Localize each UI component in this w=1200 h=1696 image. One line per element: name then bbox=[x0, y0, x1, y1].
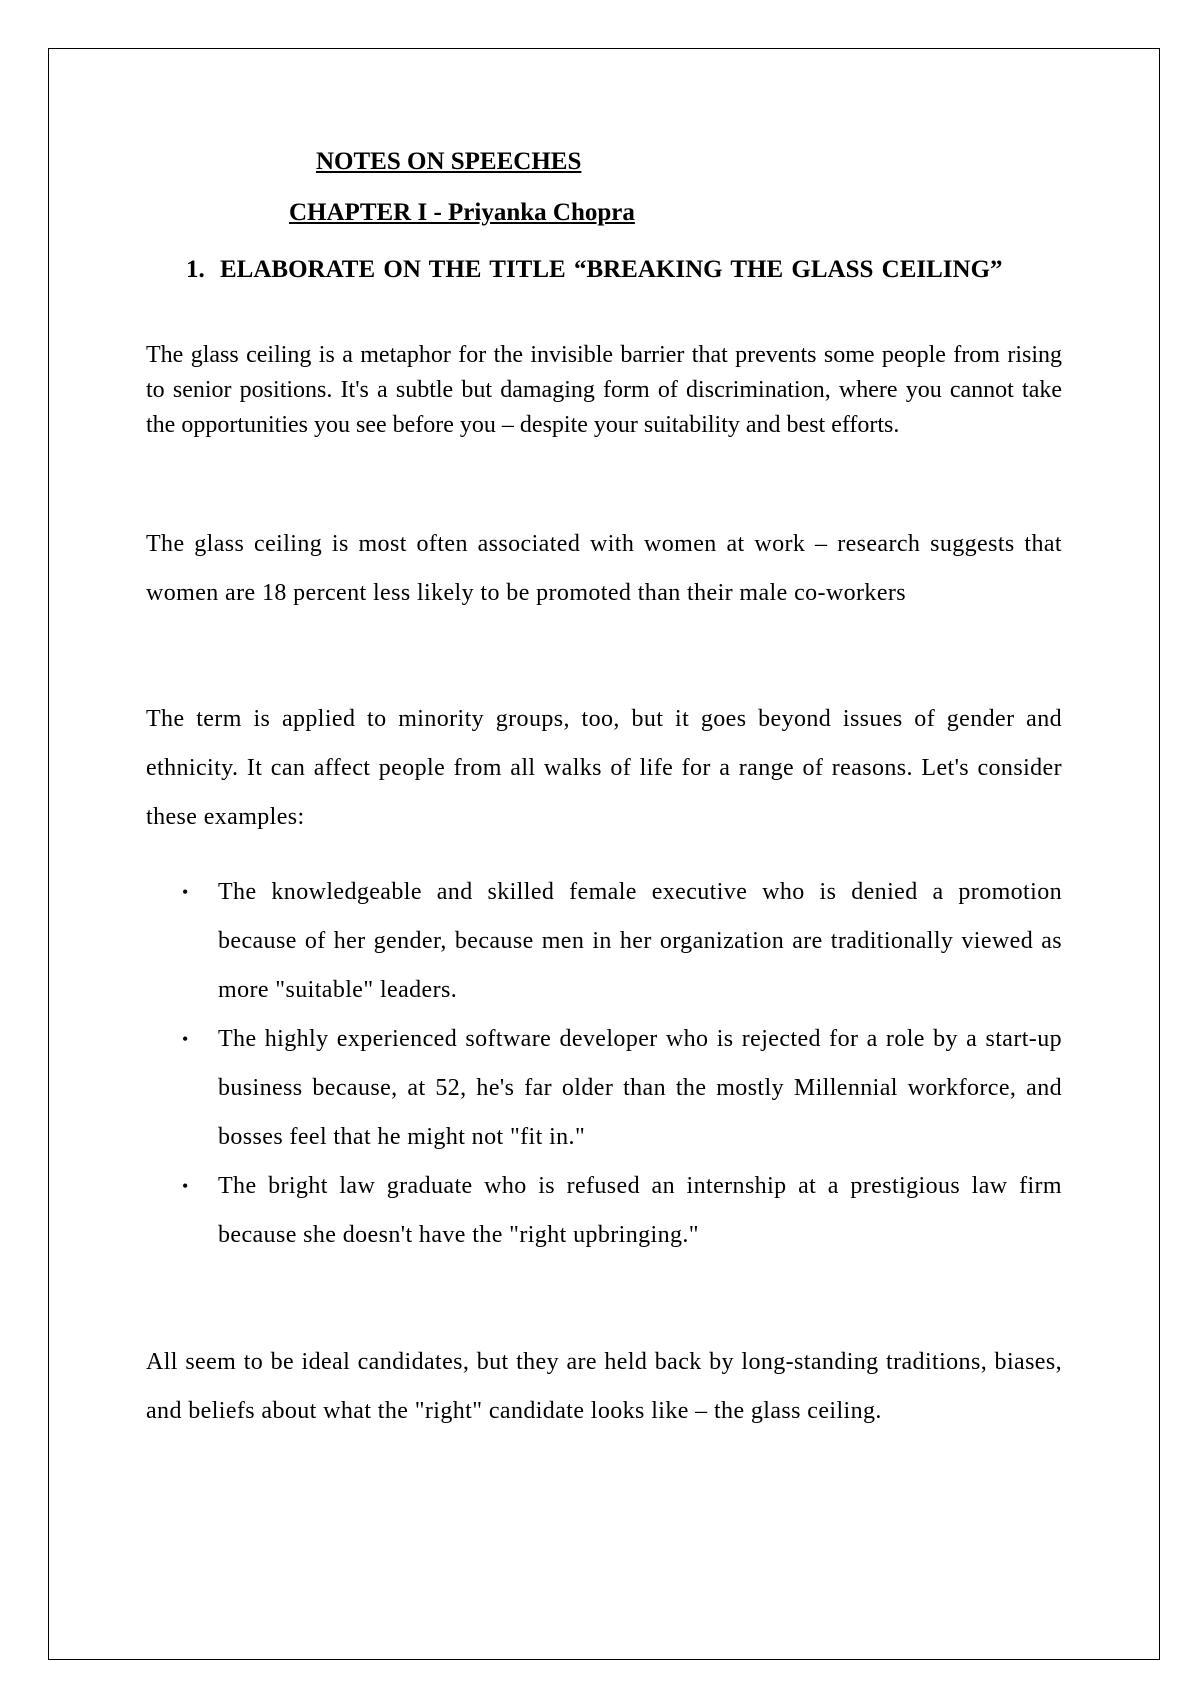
bullet-icon: • bbox=[182, 1029, 189, 1049]
question-number: 1. bbox=[186, 256, 205, 283]
examples-list bbox=[182, 868, 1062, 1260]
list-item-text: The knowledgeable and skilled female executive who is denied a promotion because of her gender, because men in her organization are traditionally viewed as more "suitable" leaders. bbox=[218, 879, 1062, 1003]
paragraph-minority-groups: The term is applied to minority groups, too, but it goes beyond issues of gender and ethnicity. It can affect people from all walks of life for a range of reasons. Let's consider these examples: bbox=[146, 706, 1062, 830]
question-text: ELABORATE ON THE TITLE “BREAKING THE GLASS CEILING” bbox=[220, 256, 1003, 283]
paragraph-women-at-work: The glass ceiling is most often associated with women at work – research suggests that women are 18 percent less likely to be promoted than their male co-workers bbox=[146, 531, 1062, 606]
paragraph-conclusion: All seem to be ideal candidates, but they are held back by long-standing traditions, biases, and beliefs about what the "right" candidate looks like – the glass ceiling. bbox=[146, 1349, 1062, 1424]
bullet-icon: • bbox=[182, 1176, 189, 1196]
list-item bbox=[182, 868, 1062, 1015]
list-item-text: The highly experienced software developer who is rejected for a role by a start-up business because, at 52, he's far older than the mostly Millennial workforce, and bosses feel that he might not "fit in." bbox=[218, 1026, 1062, 1150]
list-item bbox=[182, 1162, 1062, 1260]
question-heading bbox=[186, 252, 1062, 288]
list-item-text: The bright law graduate who is refused an internship at a prestigious law firm because she doesn't have the "right upbringing." bbox=[218, 1173, 1062, 1248]
list-item bbox=[182, 1015, 1062, 1162]
bullet-icon: • bbox=[182, 882, 189, 902]
chapter-title: CHAPTER I - Priyanka Chopra bbox=[289, 199, 635, 226]
paragraph-definition: The glass ceiling is a metaphor for the invisible barrier that prevents some people from rising to senior positions. It's a subtle but damaging form of discrimination, where you cannot take the opportunities you see before you – despite your suitability and best efforts. bbox=[146, 342, 1062, 438]
document-title: NOTES ON SPEECHES bbox=[316, 148, 582, 175]
